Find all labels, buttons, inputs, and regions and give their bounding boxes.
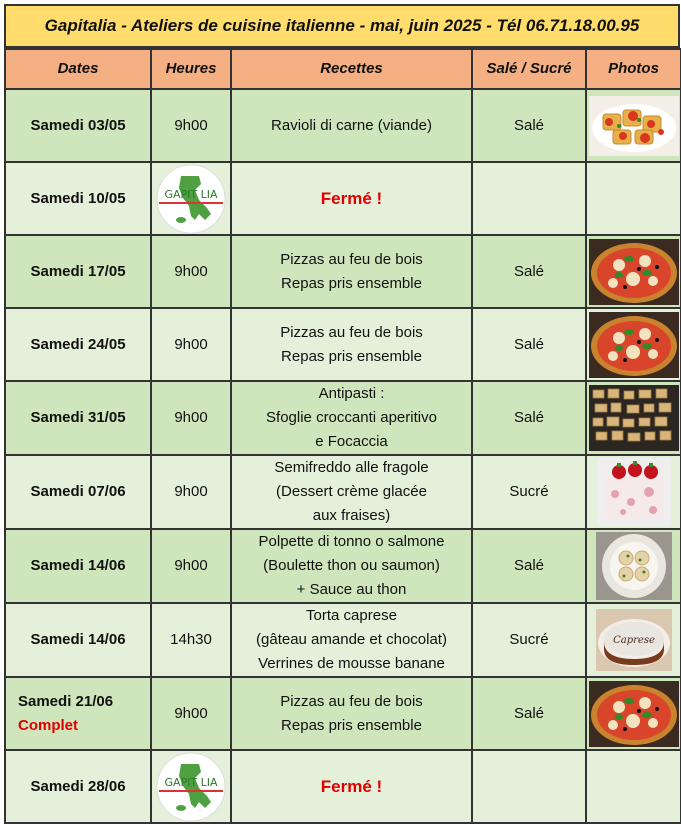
recipe-line: (Boulette thon ou saumon) [263, 557, 440, 574]
type-cell: Salé [472, 308, 586, 381]
recipe-cell [231, 162, 472, 235]
sfoglie-photo [589, 385, 679, 451]
recipe-line: Sfoglie croccanti aperitivo [266, 409, 437, 426]
date-cell [5, 677, 151, 750]
complet-badge: Complet [18, 716, 78, 734]
recipe-line: Repas pris ensemble [281, 347, 422, 365]
recipe-cell [231, 89, 472, 162]
schedule-table [4, 48, 681, 824]
photo-cell [586, 529, 681, 603]
type-cell: Salé [472, 381, 586, 455]
time-cell [151, 162, 231, 235]
recipe-cell [231, 603, 472, 677]
recipe-line: e Focaccia [315, 433, 388, 450]
photo-cell [586, 677, 681, 750]
header-type: Salé / Sucré [472, 49, 586, 89]
time-cell [151, 750, 231, 823]
type-cell: Sucré [472, 455, 586, 529]
gapitalia-logo-icon [155, 164, 227, 234]
date-cell: Samedi 03/05 [5, 89, 151, 162]
recipe-cell [231, 750, 472, 823]
date-cell: Samedi 17/05 [5, 235, 151, 308]
photo-cell [586, 162, 681, 235]
pizza-photo [589, 681, 679, 747]
date-cell: Samedi 10/05 [5, 162, 151, 235]
recipe-line: Antipasti : [318, 385, 385, 402]
table-row [5, 603, 681, 677]
recipe-line: Pizzas au feu de bois [280, 323, 423, 341]
gapitalia-logo-icon [155, 752, 227, 822]
semifreddo-photo [597, 458, 671, 526]
recipe-line: Verrines de mousse banane [258, 655, 445, 672]
recipe-line: Pizzas au feu de bois [280, 250, 423, 268]
type-cell: Salé [472, 677, 586, 750]
polpette-photo [596, 532, 672, 600]
recipe-line: Semifreddo alle fragole [274, 459, 429, 476]
date-cell: Samedi 28/06 [5, 750, 151, 823]
date-cell: Samedi 07/06 [5, 455, 151, 529]
date-text: Samedi 21/06 [18, 692, 114, 710]
table-row [5, 529, 681, 603]
recipe-line: (Dessert crème glacée [276, 483, 427, 500]
closed-label: Fermé ! [320, 776, 383, 796]
time-cell: 14h30 [151, 603, 231, 677]
time-cell: 9h00 [151, 308, 231, 381]
photo-cell [586, 750, 681, 823]
table-row [5, 308, 681, 381]
photo-cell [586, 89, 681, 162]
recipe-line: + Sauce au thon [296, 581, 407, 598]
recipe-line: Polpette di tonno o salmone [258, 533, 445, 550]
recipe-cell [231, 381, 472, 455]
type-cell: Salé [472, 235, 586, 308]
time-cell: 9h00 [151, 677, 231, 750]
date-cell: Samedi 24/05 [5, 308, 151, 381]
caprese-photo [596, 609, 672, 671]
table-row [5, 381, 681, 455]
recipe-cell [231, 235, 472, 308]
recipe-line: Repas pris ensemble [281, 274, 422, 292]
recipe-line: Repas pris ensemble [281, 716, 422, 734]
header-dates: Dates [5, 49, 151, 89]
pizza-photo [589, 312, 679, 378]
pizza-photo [589, 239, 679, 305]
svg-text:Caprese: Caprese [612, 635, 655, 646]
type-cell: Sucré [472, 603, 586, 677]
recipe-line: Ravioli di carne (viande) [271, 116, 432, 134]
recipe-cell [231, 455, 472, 529]
photo-cell [586, 308, 681, 381]
recipe-line: Torta caprese [306, 607, 397, 624]
photo-cell [586, 603, 681, 677]
svg-text:GAPIT LIA: GAPIT LIA [164, 775, 218, 789]
type-cell [472, 750, 586, 823]
table-row [5, 677, 681, 750]
date-cell: Samedi 31/05 [5, 381, 151, 455]
recipe-cell [231, 308, 472, 381]
time-cell: 9h00 [151, 235, 231, 308]
header-recettes: Recettes [231, 49, 472, 89]
time-cell: 9h00 [151, 89, 231, 162]
schedule-sheet [4, 4, 680, 824]
type-cell: Salé [472, 89, 586, 162]
table-row [5, 162, 681, 235]
date-cell: Samedi 14/06 [5, 603, 151, 677]
header-heures: Heures [151, 49, 231, 89]
ravioli-photo [589, 96, 679, 156]
type-cell [472, 162, 586, 235]
date-cell: Samedi 14/06 [5, 529, 151, 603]
photo-cell [586, 381, 681, 455]
page-title: Gapitalia - Ateliers de cuisine italienne - mai, juin 2025 - Tél 06.71.18.00.95 [4, 4, 680, 48]
closed-label: Fermé ! [320, 188, 383, 208]
table-row [5, 235, 681, 308]
recipe-cell [231, 529, 472, 603]
recipe-cell [231, 677, 472, 750]
recipe-line: Pizzas au feu de bois [280, 692, 423, 710]
time-cell: 9h00 [151, 455, 231, 529]
recipe-line: (gâteau amande et chocolat) [256, 631, 447, 648]
photo-cell [586, 235, 681, 308]
svg-text:GAPIT LIA: GAPIT LIA [164, 187, 218, 201]
time-cell: 9h00 [151, 529, 231, 603]
type-cell: Salé [472, 529, 586, 603]
table-row [5, 89, 681, 162]
recipe-line: aux fraises) [312, 507, 391, 524]
time-cell: 9h00 [151, 381, 231, 455]
table-row [5, 455, 681, 529]
photo-cell [586, 455, 681, 529]
header-photos: Photos [586, 49, 681, 89]
table-row [5, 750, 681, 823]
